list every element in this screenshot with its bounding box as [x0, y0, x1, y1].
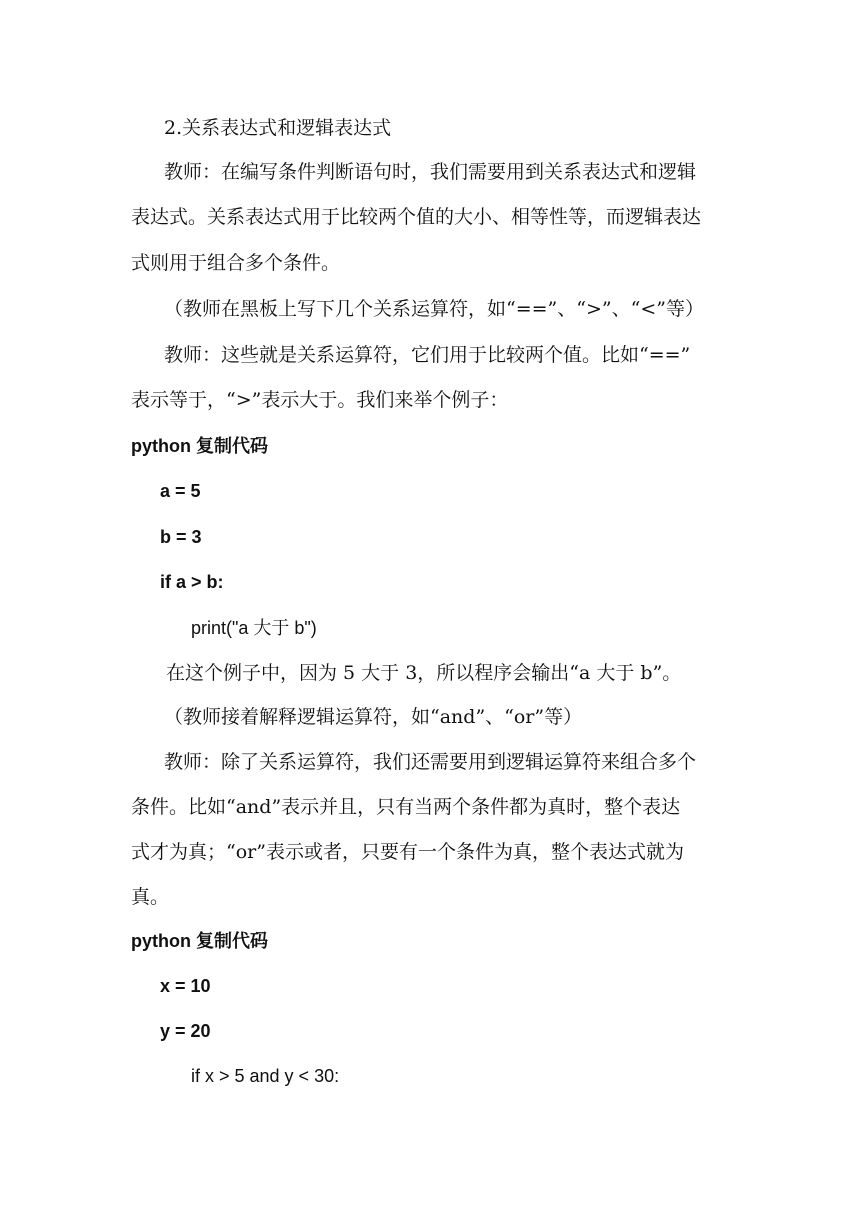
- paragraph-line: 式则用于组合多个条件。: [131, 252, 341, 274]
- code-line: a = 5: [160, 481, 201, 501]
- code-line: if a > b:: [160, 572, 224, 592]
- code-block-label: python 复制代码: [131, 436, 268, 456]
- code-line: print("a 大于 b"): [191, 618, 317, 638]
- paragraph-line: 教师：这些就是关系运算符，它们用于比较两个值。比如“==”: [164, 344, 691, 366]
- code-line: b = 3: [160, 527, 202, 547]
- paragraph-line: 真。: [131, 886, 170, 908]
- teacher-note: （教师接着解释逻辑运算符，如“and”、“or”等）: [164, 706, 583, 728]
- code-line: x = 10: [160, 976, 211, 996]
- paragraph-line: 式才为真；“or”表示或者，只要有一个条件为真，整个表达式就为: [131, 841, 684, 863]
- paragraph-line: 条件。比如“and”表示并且，只有当两个条件都为真时，整个表达: [131, 796, 681, 818]
- code-line: y = 20: [160, 1021, 211, 1041]
- code-block-label: python 复制代码: [131, 931, 268, 951]
- code-line: if x > 5 and y < 30:: [191, 1066, 340, 1086]
- teacher-note: （教师在黑板上写下几个关系运算符，如“==”、“>”、“<”等）: [164, 298, 704, 320]
- paragraph-line: 教师：除了关系运算符，我们还需要用到逻辑运算符来组合多个: [164, 751, 697, 773]
- paragraph-line: 教师：在编写条件判断语句时，我们需要用到关系表达式和逻辑: [164, 161, 697, 183]
- paragraph-line: 表达式。关系表达式用于比较两个值的大小、相等性等，而逻辑表达: [131, 206, 702, 228]
- section-title: 2.关系表达式和逻辑表达式: [164, 117, 392, 139]
- explanation-line: 在这个例子中，因为 5 大于 3，所以程序会输出“a 大于 b”。: [166, 662, 682, 684]
- paragraph-line: 表示等于，“>”表示大于。我们来举个例子：: [131, 389, 509, 411]
